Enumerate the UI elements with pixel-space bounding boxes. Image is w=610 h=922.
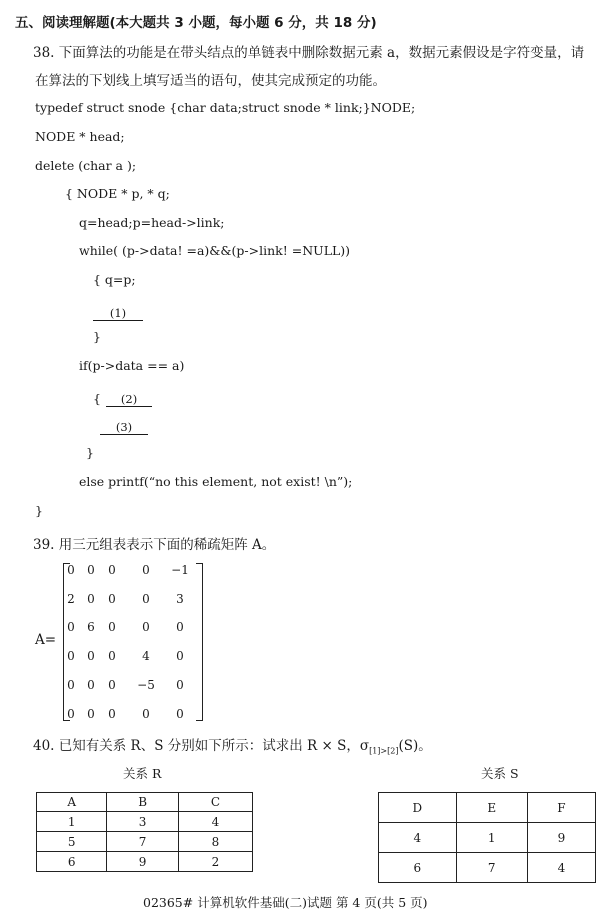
blank-1-label: (1) bbox=[93, 306, 143, 321]
table-header-row bbox=[37, 793, 253, 812]
q40-sigma-sub: [1]>[2] bbox=[369, 746, 399, 756]
q38-line-1: 38. 下面算法的功能是在带头结点的单链表中删除数据元素 a，数据元素假设是字符变量，请 bbox=[33, 45, 585, 61]
table-cell: 1 bbox=[37, 812, 107, 832]
table-header: F bbox=[527, 793, 595, 823]
matrix-cell: 0 bbox=[87, 649, 95, 664]
table-cell: 7 bbox=[107, 832, 179, 852]
table-cell: 9 bbox=[107, 852, 179, 872]
matrix-cell: 0 bbox=[176, 620, 184, 635]
matrix-cell: 0 bbox=[108, 563, 116, 577]
table-row bbox=[379, 853, 596, 883]
table-header-row bbox=[379, 793, 596, 823]
relation-r-title: 关系 R bbox=[123, 766, 162, 781]
q40-text-tail: (S)。 bbox=[398, 738, 432, 754]
page-footer: 02365# 计算机软件基础(二)试题 第 4 页(共 5 页) bbox=[143, 895, 428, 910]
matrix-cell: 0 bbox=[67, 620, 75, 635]
code-close-main: } bbox=[35, 503, 43, 518]
code-q-assign: { q=p; bbox=[93, 272, 136, 287]
table-row bbox=[37, 812, 253, 832]
matrix-cell: 2 bbox=[67, 591, 75, 606]
code-assign: q=head;p=head->link; bbox=[79, 215, 225, 230]
matrix-cell: 0 bbox=[87, 563, 95, 577]
matrix-cell: 0 bbox=[108, 591, 116, 606]
relation-s-title: 关系 S bbox=[481, 766, 519, 781]
code-delete-sig: delete (char a ); bbox=[35, 158, 137, 173]
matrix-cell: 0 bbox=[108, 706, 116, 721]
q38-line-2: 在算法的下划线上填写适当的语句，使其完成预定的功能。 bbox=[35, 73, 386, 89]
section-heading: 五、阅读理解题(本大题共 3 小题，每小题 6 分，共 18 分) bbox=[15, 15, 377, 31]
table-cell: 4 bbox=[379, 823, 457, 853]
table-header: E bbox=[456, 793, 527, 823]
matrix-cell: 3 bbox=[176, 591, 184, 606]
table-header: D bbox=[379, 793, 457, 823]
table-cell: 5 bbox=[37, 832, 107, 852]
matrix-cell: 0 bbox=[142, 620, 150, 635]
matrix-cell: 0 bbox=[67, 706, 75, 721]
code-if: if(p->data == a) bbox=[79, 358, 185, 373]
relation-s-table bbox=[378, 792, 596, 883]
relation-r-table bbox=[36, 792, 253, 872]
code-open-block: { NODE * p, * q; bbox=[65, 186, 170, 201]
table-header: A bbox=[37, 793, 107, 812]
blank-3-label: (3) bbox=[100, 420, 148, 435]
code-while: while( (p->data! =a)&&(p->link! =NULL)) bbox=[79, 243, 351, 258]
matrix-cell: 0 bbox=[176, 677, 184, 692]
code-close-if: } bbox=[86, 445, 94, 460]
matrix-cell: 0 bbox=[67, 677, 75, 692]
matrix-left-bracket bbox=[63, 563, 70, 721]
matrix-cell: −1 bbox=[171, 563, 189, 577]
table-row bbox=[379, 823, 596, 853]
q40-text-main: 40. 已知有关系 R、S 分别如下所示：试求出 R × S，σ bbox=[33, 738, 370, 754]
code-if-open: { bbox=[93, 391, 101, 406]
matrix-cell: 4 bbox=[142, 649, 150, 664]
table-cell: 1 bbox=[456, 823, 527, 853]
matrix-cell: 0 bbox=[87, 677, 95, 692]
matrix-cell: −5 bbox=[137, 677, 155, 692]
table-cell: 9 bbox=[527, 823, 595, 853]
table-header: C bbox=[178, 793, 252, 812]
code-else: else printf(“no this element, not exist! \n”); bbox=[79, 474, 353, 489]
table-header: B bbox=[107, 793, 179, 812]
blank-3 bbox=[100, 416, 148, 435]
table-cell: 6 bbox=[379, 853, 457, 883]
blank-2-label: (2) bbox=[106, 392, 152, 407]
matrix-cell: 0 bbox=[142, 563, 150, 577]
code-head-decl: NODE * head; bbox=[35, 129, 125, 144]
matrix-cell: 0 bbox=[176, 649, 184, 664]
table-cell: 6 bbox=[37, 852, 107, 872]
blank-1 bbox=[93, 302, 143, 321]
table-cell: 4 bbox=[178, 812, 252, 832]
matrix-cell: 0 bbox=[142, 591, 150, 606]
q40-text bbox=[33, 734, 432, 756]
matrix-cell: 0 bbox=[67, 563, 75, 577]
matrix-cell: 0 bbox=[108, 620, 116, 635]
table-row bbox=[37, 852, 253, 872]
matrix-right-bracket bbox=[196, 563, 203, 721]
table-cell: 2 bbox=[178, 852, 252, 872]
matrix-cell: 0 bbox=[87, 591, 95, 606]
code-close-while: } bbox=[93, 329, 101, 344]
matrix-cell: 0 bbox=[67, 649, 75, 664]
matrix-cell: 0 bbox=[176, 706, 184, 721]
code-typedef: typedef struct snode {char data;struct snode * link;}NODE; bbox=[35, 100, 416, 115]
matrix-cell: 0 bbox=[87, 706, 95, 721]
table-cell: 3 bbox=[107, 812, 179, 832]
table-row bbox=[37, 832, 253, 852]
matrix-cell: 0 bbox=[108, 677, 116, 692]
table-cell: 8 bbox=[178, 832, 252, 852]
q39-text: 39. 用三元组表表示下面的稀疏矩阵 A。 bbox=[33, 537, 276, 553]
matrix-cell: 0 bbox=[142, 706, 150, 721]
table-cell: 4 bbox=[527, 853, 595, 883]
blank-2 bbox=[93, 388, 152, 407]
matrix-label: A= bbox=[35, 632, 57, 648]
matrix-cell: 0 bbox=[108, 649, 116, 664]
matrix-cell: 6 bbox=[87, 620, 95, 635]
sparse-matrix bbox=[63, 563, 203, 721]
table-cell: 7 bbox=[456, 853, 527, 883]
